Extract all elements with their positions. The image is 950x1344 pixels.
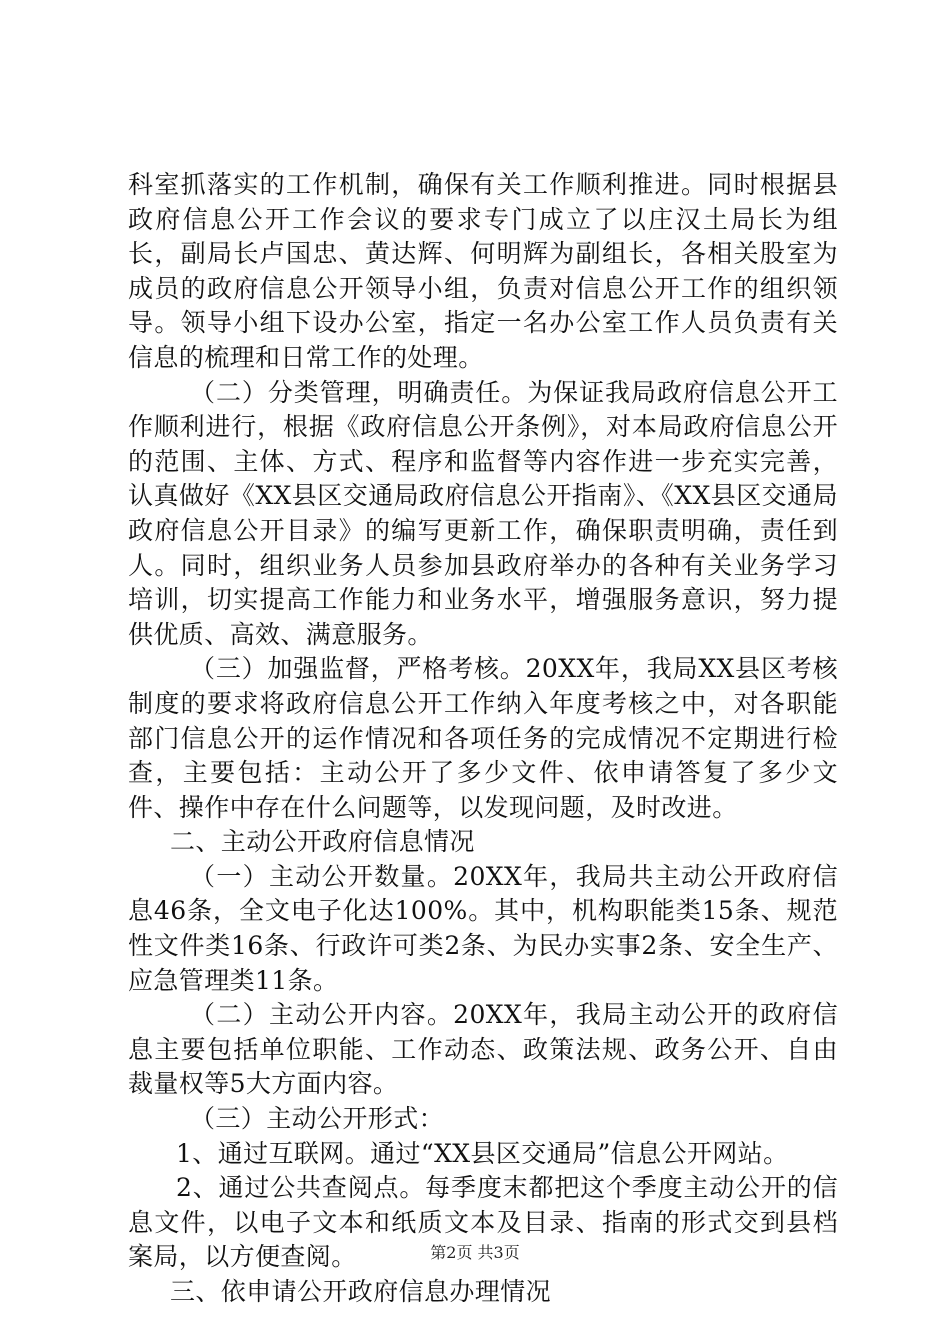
paragraph-continuation: 科室抓落实的工作机制，确保有关工作顺利推进。同时根据县政府信息公开工作会议的要求专门成立了以庄汉土局长为组长，副局长卢国忠、黄达辉、何明辉为副组长，各相关股室为成员的政府信息公开领导小组，负责对信息公开工作的组织领导。领导小组下设办公室，指定一名办公室工作人员负责有关信息的梳理和日常工作的处理。: [128, 170, 838, 372]
paragraph-disclosure-quantity: （一）主动公开数量。20XX年，我局共主动公开政府信息46条，全文电子化达100%。其中，机构职能类15条、规范性文件类16条、行政许可类2条、为民办实事2条、安全生产、应急管理类11条。: [128, 861, 838, 995]
section-heading-proactive-disclosure: 二、主动公开政府信息情况: [170, 827, 475, 857]
list-item-public-reading-point: 2、通过公共查阅点。每季度末都把这个季度主动公开的信息文件，以电子文本和纸质文本及目录、指南的形式交到县档案局，以方便查阅。: [128, 1173, 838, 1272]
paragraph-supervision-assessment: （三）加强监督，严格考核。20XX年，我局XX县区考核制度的要求将政府信息公开工作纳入年度考核之中，对各职能部门信息公开的运作情况和各项任务的完成情况不定期进行检查，主要包括：主动公开了多少文件、依申请答复了多少文件、操作中存在什么问题等，以发现问题，及时改进。: [128, 654, 838, 822]
paragraph-classified-management: （二）分类管理，明确责任。为保证我局政府信息公开工作顺利进行，根据《政府信息公开条例》，对本局政府信息公开的范围、主体、方式、程序和监督等内容作进一步充实完善，认真做好《XX县区交通局政府信息公开指南》、《XX县区交通局政府信息公开目录》的编写更新工作，确保职责明确，责任到人。同时，组织业务人员参加县政府举办的各种有关业务学习培训，切实提高工作能力和业务水平，增强服务意识，努力提供优质、高效、满意服务。: [128, 377, 838, 649]
document-body: [128, 168, 838, 1310]
list-item-internet: 1、通过互联网。通过“XX县区交通局”信息公开网站。: [176, 1138, 789, 1168]
paragraph-disclosure-form: （三）主动公开形式：: [190, 1104, 445, 1134]
paragraph-disclosure-content: （二）主动公开内容。20XX年，我局主动公开的政府信息主要包括单位职能、工作动态、政策法规、政务公开、自由裁量权等5大方面内容。: [128, 1000, 838, 1099]
section-heading-application-disclosure: 三、依申请公开政府信息办理情况: [170, 1277, 552, 1306]
page-number-footer: 第2页 共3页: [430, 1243, 520, 1262]
